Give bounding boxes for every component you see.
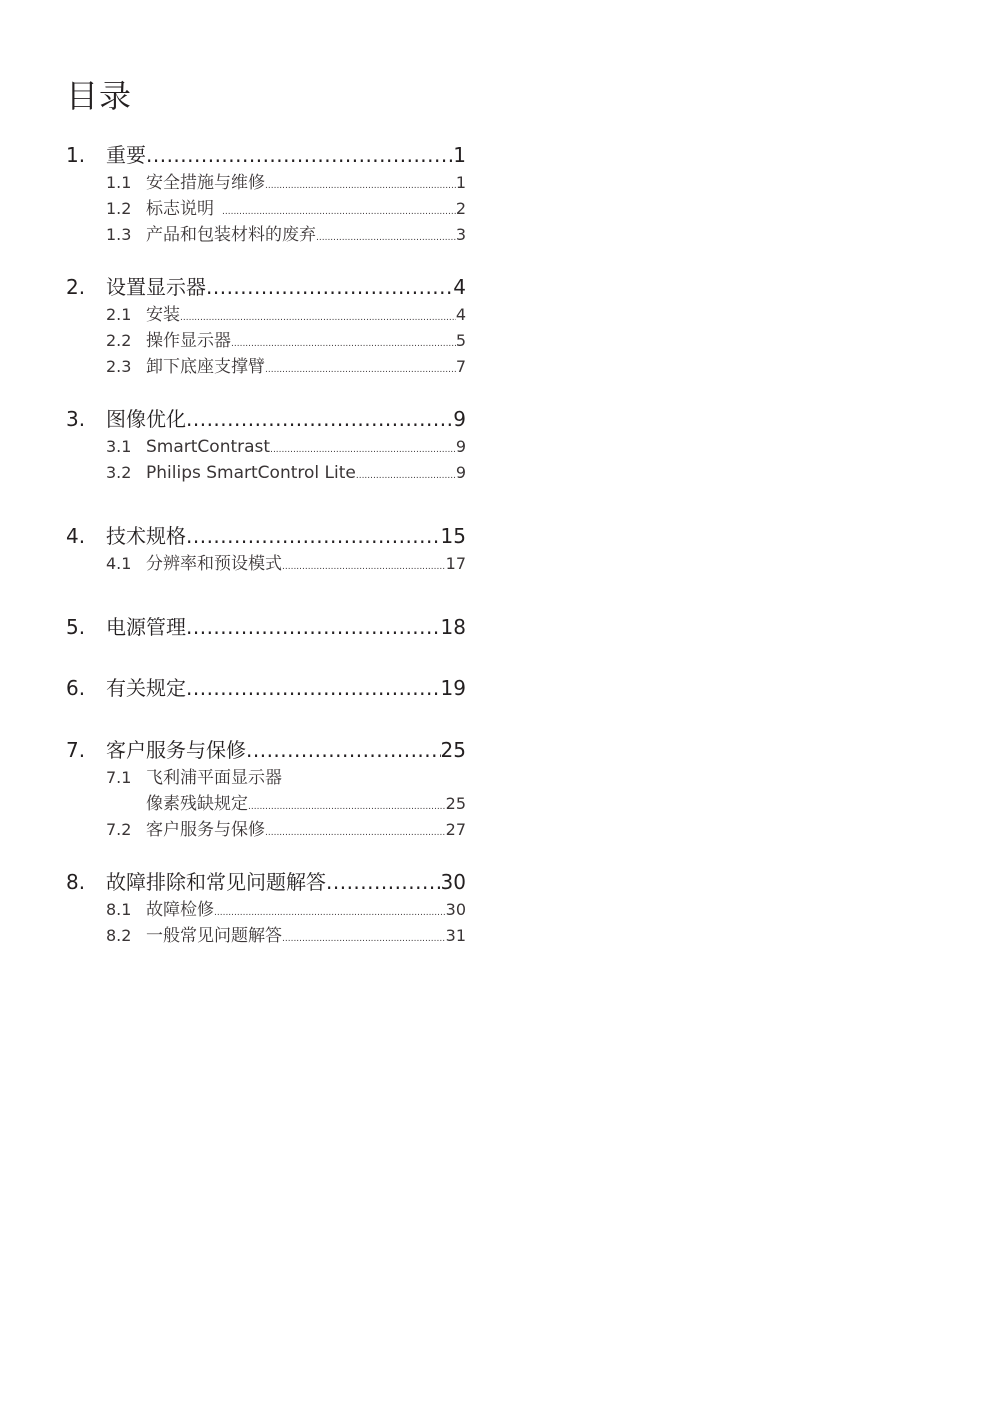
subsection-title: 操作显示器 [146,331,231,351]
toc-section-entry[interactable] [66,612,466,642]
toc-subsection-entry[interactable] [106,897,466,923]
dot-leader [282,554,446,580]
subsection-number: 7.2 [106,820,132,839]
subsection-title: 故障检修 [146,900,214,920]
subsection-number: 2.2 [106,331,132,350]
page-number: 9 [453,407,466,431]
toc-section-entry[interactable] [66,272,466,302]
subsection-number: 4.1 [106,554,132,573]
page-number: 25 [440,738,466,762]
subsection-title-continued: 像素残缺规定 [146,794,248,814]
section-number: 7. [66,738,86,762]
section-number: 4. [66,524,86,548]
subsection-title: 安全措施与维修 [146,173,265,193]
dot-leader [356,463,456,489]
toc-section-entry[interactable] [66,735,466,765]
page-number: 18 [440,615,466,639]
dot-leader [265,820,446,846]
dot-leader [282,926,446,952]
section-title: 重要 [106,143,146,167]
dot-leader [206,272,453,302]
subsection-title: 产品和包装材料的废弃 [146,225,316,245]
section-number: 3. [66,407,86,431]
dot-leader [265,357,456,383]
toc-section [66,404,466,486]
page-number: 1 [455,173,466,192]
subsection-number: 8.2 [106,926,132,945]
toc-subsection-entry[interactable] [106,328,466,354]
section-number: 5. [66,615,86,639]
subsection-title: 标志说明 [146,199,214,219]
page-number: 25 [445,794,466,813]
section-number: 8. [66,870,86,894]
subsection-number: 7.1 [106,768,132,787]
page-number: 30 [440,870,466,894]
subsection-title: SmartContrast [146,437,271,457]
toc-subsection-entry[interactable] [106,765,466,791]
subsection-number: 1.2 [106,199,132,218]
dot-leader [146,140,453,170]
subsection-title: 飞利浦平面显示器 [146,768,282,788]
toc-subsection-entry[interactable] [106,196,466,222]
section-title: 有关规定 [106,676,186,700]
subsection-number: 2.3 [106,357,132,376]
toc-subsection-entry[interactable] [106,170,466,196]
toc-subsection-entry[interactable] [106,817,466,843]
toc-section [66,272,466,380]
dot-leader [186,521,441,551]
subsection-number: 3.1 [106,437,132,456]
page-number: 7 [455,357,466,376]
subsection-title: 客户服务与保修 [146,820,265,840]
page-number: 15 [440,524,466,548]
dot-leader [326,867,441,897]
subsection-number: 1.1 [106,173,132,192]
page-number: 1 [453,143,466,167]
toc-subsection-entry[interactable] [106,460,466,486]
toc-subsection-entry[interactable] [106,222,466,248]
toc-subsection-entry[interactable] [106,923,466,949]
dot-leader [186,612,441,642]
section-number: 2. [66,275,86,299]
section-title: 技术规格 [106,524,186,548]
toc-section [66,521,466,577]
toc-section [66,867,466,949]
subsection-title: 分辨率和预设模式 [146,554,282,574]
subsection-title: 安装 [146,305,180,325]
subsection-number: 2.1 [106,305,132,324]
subsection-number: 8.1 [106,900,132,919]
toc-subsection-entry[interactable] [106,354,466,380]
toc-section-entry[interactable] [66,521,466,551]
toc-section [66,612,466,642]
toc-section [66,735,466,843]
section-title: 客户服务与保修 [106,738,246,762]
dot-leader [186,404,453,434]
toc-subsection-entry-continued[interactable] [106,791,466,817]
page-number: 31 [445,926,466,945]
subsection-title: 一般常见问题解答 [146,926,282,946]
subsection-number: 3.2 [106,463,132,482]
page-number: 4 [455,305,466,324]
page-number: 9 [455,437,466,456]
section-title: 图像优化 [106,407,186,431]
page-number: 5 [455,331,466,350]
subsection-number: 1.3 [106,225,132,244]
section-title: 设置显示器 [106,275,206,299]
section-number: 6. [66,676,86,700]
page-number: 3 [455,225,466,244]
page-number: 9 [455,463,466,482]
subsection-title: 卸下底座支撑臂 [146,357,265,377]
toc-subsection-entry[interactable] [106,551,466,577]
toc-section-entry[interactable] [66,140,466,170]
toc-subsection-entry[interactable] [106,302,466,328]
page-number: 19 [440,676,466,700]
toc-section-entry[interactable] [66,673,466,703]
page-number: 27 [445,820,466,839]
subsection-title: Philips SmartControl Lite [146,463,356,483]
section-number: 1. [66,143,86,167]
toc-section [66,140,466,248]
toc-subsection-entry[interactable] [106,434,466,460]
toc-section [66,673,466,703]
dot-leader [246,735,441,765]
page-number: 17 [445,554,466,573]
page-number: 2 [455,199,466,218]
toc-section-entry[interactable] [66,404,466,434]
page-title: 目录 [66,77,133,115]
page-number: 4 [453,275,466,299]
page-number: 30 [445,900,466,919]
section-title: 故障排除和常见问题解答 [106,870,326,894]
toc-section-entry[interactable] [66,867,466,897]
dot-leader [316,225,456,251]
dot-leader [186,673,441,703]
table-of-contents [66,140,466,949]
section-title: 电源管理 [106,615,186,639]
